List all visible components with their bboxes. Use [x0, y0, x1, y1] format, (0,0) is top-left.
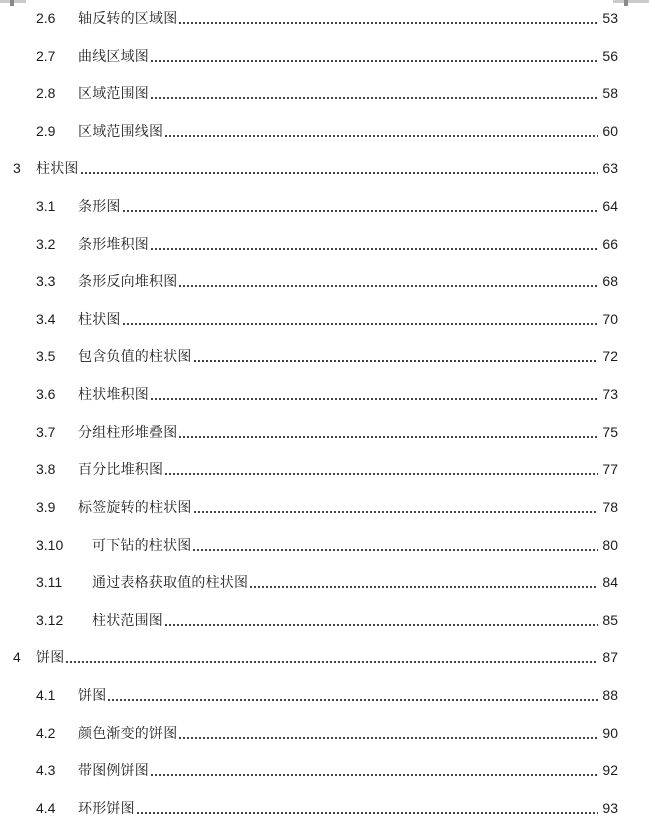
toc-entry[interactable]	[0, 347, 649, 385]
toc-entry-page: 77	[602, 461, 618, 478]
page-edge-strip-right	[613, 0, 649, 3]
toc-entry-title: 颜色渐变的饼图	[78, 724, 178, 741]
toc-entry[interactable]	[0, 799, 649, 836]
dot-leader-icon	[122, 310, 598, 329]
toc-entry-page: 75	[602, 423, 618, 440]
toc-entry-title: 条形图	[78, 198, 121, 215]
toc-entry-page: 88	[602, 686, 618, 703]
dot-leader-icon	[178, 9, 598, 28]
toc-entry-title: 柱状范围图	[92, 611, 163, 628]
toc-entry-title: 柱状图	[78, 310, 121, 327]
toc-entry-title: 可下钻的柱状图	[92, 536, 192, 553]
toc-entry-page: 60	[602, 122, 618, 139]
toc-entry-title: 分组柱形堆叠图	[78, 423, 178, 440]
toc-entry-number: 3.12	[36, 611, 64, 628]
toc-entry[interactable]	[0, 611, 649, 649]
dot-leader-icon	[80, 159, 598, 178]
toc-entry-number: 3.8	[36, 461, 56, 478]
toc-entry-page: 73	[602, 386, 618, 403]
toc-entry-number: 3.3	[36, 273, 56, 290]
dot-leader-icon	[150, 47, 598, 66]
toc-entry-number: 4.4	[36, 799, 56, 816]
toc-entry-title: 通过表格获取值的柱状图	[92, 574, 249, 591]
toc-entry-title: 曲线区域图	[78, 47, 149, 64]
page-edge-tick-right	[624, 0, 628, 6]
toc-entry-page: 58	[602, 85, 618, 102]
toc-entry-title: 条形堆积图	[78, 235, 149, 252]
toc-entry-page: 64	[602, 198, 618, 215]
toc-entry-page: 53	[602, 10, 618, 26]
page-edge-tick-left	[10, 0, 14, 6]
toc-entry-page: 80	[602, 536, 618, 553]
toc-entry[interactable]	[0, 272, 649, 310]
dot-leader-icon	[178, 272, 598, 291]
toc-entry[interactable]	[0, 310, 649, 348]
toc-entry-number: 3.11	[36, 574, 63, 591]
toc-entry-page: 90	[602, 724, 618, 741]
dot-leader-icon	[164, 611, 598, 630]
dot-leader-icon	[65, 648, 598, 667]
toc-entry-number: 4.3	[36, 762, 56, 779]
toc-entry-number: 4.2	[36, 724, 56, 741]
toc-entry-number: 3.5	[36, 348, 56, 365]
dot-leader-icon	[150, 761, 598, 780]
toc-entry-title: 饼图	[78, 686, 107, 703]
dot-leader-icon	[150, 84, 598, 103]
toc-entry-number: 3.9	[36, 498, 56, 515]
dot-leader-icon	[178, 724, 598, 743]
toc-entry-number: 3.10	[36, 536, 64, 553]
toc-entry-title: 标签旋转的柱状图	[78, 498, 192, 515]
toc-entry-page: 66	[602, 235, 618, 252]
toc-entry-title: 饼图	[36, 649, 65, 666]
toc-entry[interactable]	[0, 235, 649, 273]
toc-entry[interactable]	[0, 9, 649, 47]
toc-entry-title: 柱状堆积图	[78, 386, 149, 403]
toc-entry[interactable]	[0, 536, 649, 574]
toc-entry-number: 4.1	[36, 686, 56, 703]
toc-entry[interactable]	[0, 460, 649, 498]
toc-entry-title: 柱状图	[36, 160, 79, 177]
toc-entry[interactable]	[0, 498, 649, 536]
dot-leader-icon	[122, 197, 598, 216]
toc-entry-title: 区域范围线图	[78, 122, 164, 139]
toc-entry-number: 2.7	[36, 47, 56, 64]
toc-entry-page: 85	[602, 611, 618, 628]
toc-entry[interactable]	[0, 197, 649, 235]
toc-entry-number: 4	[13, 649, 21, 666]
dot-leader-icon	[178, 423, 598, 442]
dot-leader-icon	[150, 385, 598, 404]
toc-entry-number: 2.8	[36, 85, 56, 102]
dot-leader-icon	[107, 686, 598, 705]
toc-entry-page: 78	[602, 498, 618, 515]
toc-entry-page: 93	[602, 799, 618, 816]
toc-entry-title: 轴反转的区域图	[78, 10, 178, 26]
toc-entry-title: 条形反向堆积图	[78, 273, 178, 290]
toc-entry[interactable]	[0, 122, 649, 160]
toc-entry-number: 2.9	[36, 122, 56, 139]
toc-entry-page: 63	[602, 160, 618, 177]
toc-entry[interactable]	[0, 84, 649, 122]
dot-leader-icon	[164, 122, 598, 141]
toc-entry[interactable]	[0, 159, 649, 197]
toc-entry-page: 72	[602, 348, 618, 365]
toc-entry-number: 3.4	[36, 310, 56, 327]
dot-leader-icon	[193, 347, 598, 366]
toc-entry-number: 3.6	[36, 386, 56, 403]
dot-leader-icon	[136, 799, 598, 818]
toc-entry[interactable]	[0, 47, 649, 85]
toc-entry[interactable]	[0, 385, 649, 423]
toc-entry-page: 92	[602, 762, 618, 779]
dot-leader-icon	[193, 498, 598, 517]
toc-entry[interactable]	[0, 573, 649, 611]
toc-entry-number: 3.1	[36, 198, 56, 215]
dot-leader-icon	[249, 573, 598, 592]
dot-leader-icon	[150, 235, 598, 254]
toc-entry[interactable]	[0, 648, 649, 686]
toc-entry-page: 70	[602, 310, 618, 327]
toc-entry-number: 3.2	[36, 235, 56, 252]
toc	[0, 9, 649, 836]
toc-entry-page: 56	[602, 47, 618, 64]
dot-leader-icon	[164, 460, 598, 479]
toc-entry-title: 百分比堆积图	[78, 461, 164, 478]
toc-entry-page: 68	[602, 273, 618, 290]
toc-entry-title: 带图例饼图	[78, 762, 149, 779]
toc-entry-page: 84	[602, 574, 618, 591]
toc-entry-number: 3	[13, 160, 21, 177]
toc-entry[interactable]	[0, 761, 649, 799]
toc-entry-number: 2.6	[36, 10, 56, 26]
toc-entry[interactable]	[0, 724, 649, 762]
toc-entry-number: 3.7	[36, 423, 56, 440]
toc-entry[interactable]	[0, 686, 649, 724]
toc-entry-title: 区域范围图	[78, 85, 149, 102]
dot-leader-icon	[192, 536, 598, 555]
toc-entry-page: 87	[602, 649, 618, 666]
toc-entry[interactable]	[0, 423, 649, 461]
toc-entry-title: 包含负值的柱状图	[78, 348, 192, 365]
toc-entry-title: 环形饼图	[78, 799, 135, 816]
